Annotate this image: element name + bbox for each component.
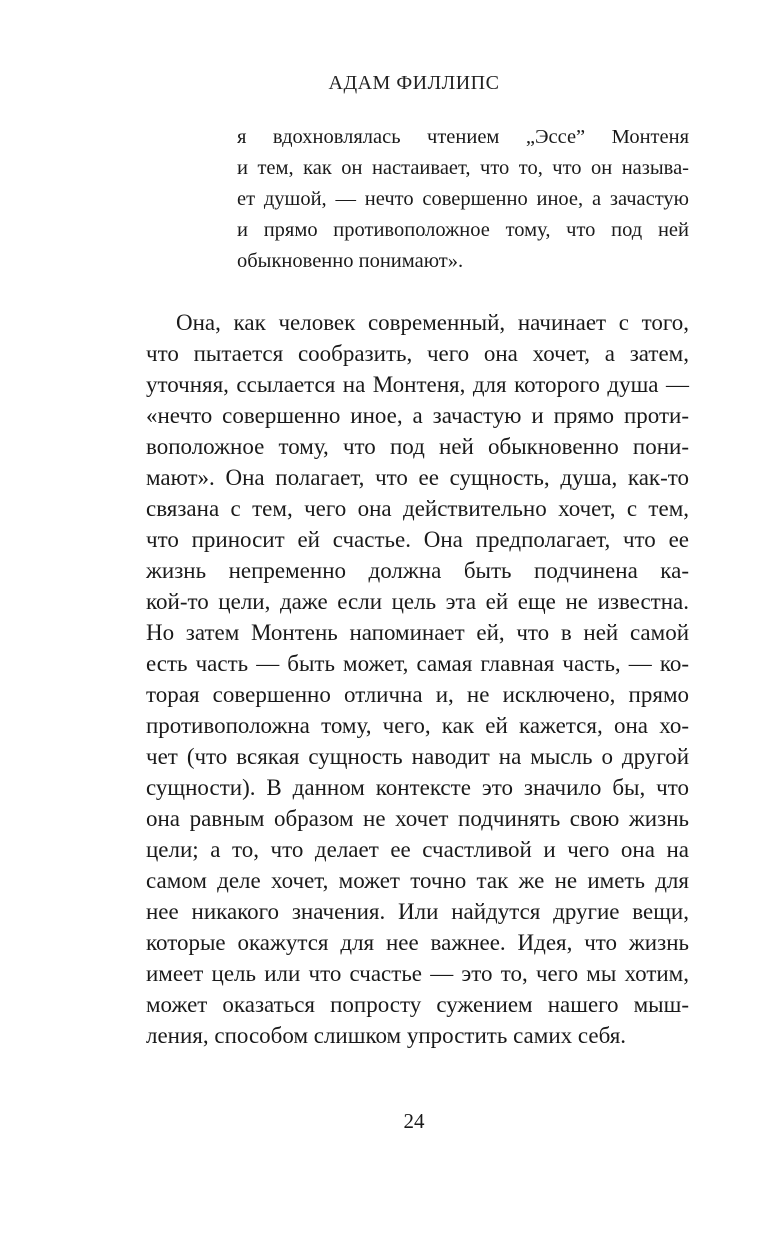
body-line: нее никакого значения. Или найдутся другие вещи, — [146, 899, 689, 924]
body-line: связана с тем, чего она действительно хочет, с тем, — [146, 496, 689, 521]
body-line: мают». Она полагает, что ее сущность, душа, как-то — [146, 465, 689, 490]
body-line: что пытается сообразить, чего она хочет, а затем, — [146, 341, 689, 366]
body-line: она равным образом не хочет подчинять свою жизнь — [146, 806, 689, 831]
quote-line: ет душой, — нечто совершенно иное, а зачастую — [237, 188, 689, 210]
body-line: воположное тому, что под ней обыкновенно пони- — [146, 434, 689, 459]
running-head-author: АДАМ ФИЛЛИПС — [328, 72, 500, 94]
body-line: уточняя, ссылается на Монтеня, для которого душа — — [146, 372, 689, 397]
body-line: ления, способом слишком упростить самих себя. — [146, 1023, 627, 1048]
block-quote — [237, 122, 689, 277]
quote-line: и прямо противоположное тому, что под ней — [237, 219, 689, 241]
body-line: самом деле хочет, может точно так же не иметь для — [146, 868, 689, 893]
body-line: может оказаться попросту сужением нашего мыш- — [146, 992, 689, 1017]
body-line: сущности). В данном контексте это значило бы, что — [146, 775, 689, 800]
body-paragraph — [146, 307, 689, 1051]
quote-line: и тем, как он настаивает, что то, что он называ- — [237, 157, 689, 179]
body-line: цели; а то, что делает ее счастливой и чего она на — [146, 837, 689, 862]
body-line: имеет цель или что счастье — это то, чего мы хотим, — [146, 961, 689, 986]
body-line: жизнь непременно должна быть подчинена ка- — [146, 558, 689, 583]
body-line: «нечто совершенно иное, а зачастую и прямо проти- — [146, 403, 689, 428]
body-line: есть часть — быть может, самая главная часть, — ко- — [146, 651, 689, 676]
body-line: что приносит ей счастье. Она предполагает, что ее — [146, 527, 689, 552]
body-line: торая совершенно отлична и, не исключено, прямо — [146, 682, 689, 707]
body-line: чет (что всякая сущность наводит на мысль о другой — [146, 744, 689, 769]
body-line: противоположна тому, чего, как ей кажется, она хо- — [146, 713, 689, 738]
quote-line: обыкновенно понимают». — [237, 250, 464, 272]
body-line: кой-то цели, даже если цель эта ей еще не известна. — [146, 589, 689, 614]
body-line: которые окажутся для нее важнее. Идея, что жизнь — [146, 930, 689, 955]
page-number: 24 — [403, 1109, 425, 1133]
body-line: Она, как человек современный, начинает с того, — [176, 310, 689, 335]
body-line: Но затем Монтень напоминает ей, что в ней самой — [146, 620, 689, 645]
quote-line: я вдохновлялась чтением „Эссе” Монтеня — [237, 126, 689, 148]
